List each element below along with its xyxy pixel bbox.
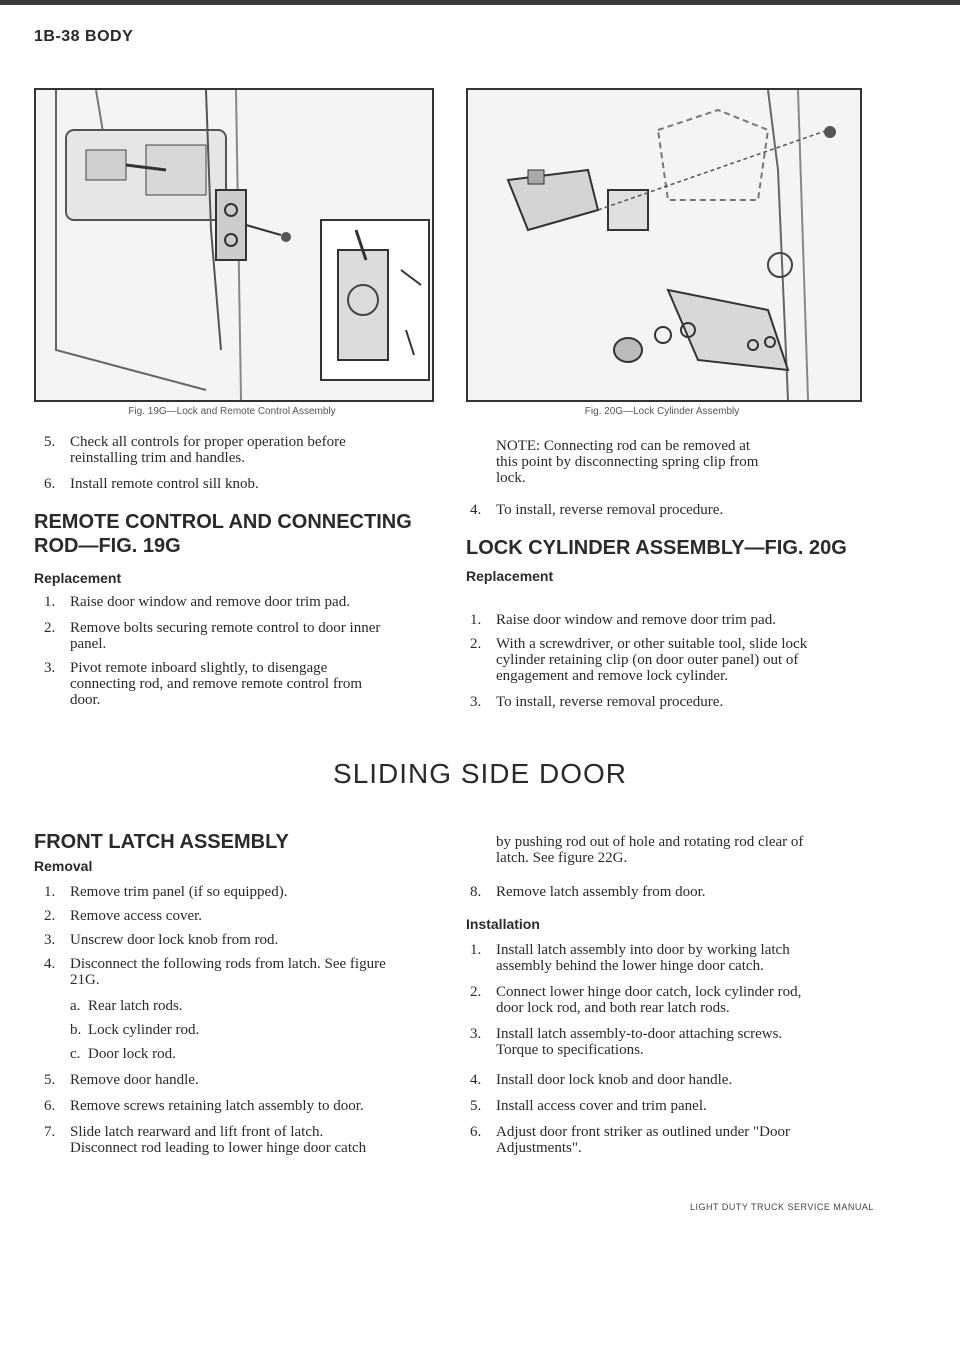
step-text: Adjustments". (496, 1140, 582, 1156)
step-text: 21G. (70, 972, 100, 988)
heading-line: REMOTE CONTROL AND CONNECTING (34, 511, 412, 533)
note-text: lock. (496, 470, 526, 486)
subheading: Replacement (466, 568, 554, 584)
step-text: panel. (70, 636, 107, 652)
step-number: 1. (470, 612, 482, 628)
step-text: Install latch assembly into door by working latch (496, 942, 790, 958)
lock-cylinder-illustration (468, 90, 860, 400)
step-text: connecting rod, and remove remote control from (70, 676, 362, 692)
section-heading: LOCK CYLINDER ASSEMBLY—FIG. 20G (466, 537, 847, 559)
step-number: 5. (44, 434, 56, 450)
step-text: To install, reverse removal procedure. (496, 502, 724, 518)
step-number: 2. (44, 908, 56, 924)
figure-19g (34, 88, 434, 402)
step-text: Remove access cover. (70, 908, 203, 924)
section-title: SLIDING SIDE DOOR (333, 758, 627, 789)
subheading: Removal (34, 858, 93, 874)
section-heading (34, 510, 412, 558)
step-text: reinstalling trim and handles. (70, 450, 245, 466)
step-number: 6. (44, 476, 56, 492)
step-number: 3. (470, 694, 482, 710)
step-number: 3. (44, 932, 56, 948)
step-number: 6. (44, 1098, 56, 1114)
step-number: 4. (470, 502, 482, 518)
continued-text (496, 834, 862, 866)
heading-line: ROD—FIG. 19G (34, 535, 181, 557)
step-text: Unscrew door lock knob from rod. (70, 932, 279, 948)
step-text: door. (70, 692, 101, 708)
section-heading: FRONT LATCH ASSEMBLY (34, 831, 289, 853)
step-number: 1. (470, 942, 482, 958)
step-text: Disconnect the following rods from latch. See figure (70, 956, 386, 972)
step-number: 3. (470, 1026, 482, 1042)
step-text: Raise door window and remove door trim pad. (496, 612, 776, 628)
subheading: Installation (466, 916, 540, 932)
step-number: 7. (44, 1124, 56, 1140)
step-text: Slide latch rearward and lift front of latch. (70, 1124, 324, 1140)
figure-20g (466, 88, 862, 402)
step-number: 1. (44, 594, 56, 610)
step-text: Disconnect rod leading to lower hinge door catch (70, 1140, 367, 1156)
step-text: Install door lock knob and door handle. (496, 1072, 733, 1088)
step-text: Remove screws retaining latch assembly to door. (70, 1098, 364, 1114)
step-text: To install, reverse removal procedure. (496, 694, 724, 710)
page-footer: LIGHT DUTY TRUCK SERVICE MANUAL (690, 1202, 874, 1212)
step-text: With a screwdriver, or other suitable tool, slide lock (496, 636, 808, 652)
step-text: Door lock rod. (88, 1046, 176, 1062)
step-number: 2. (470, 984, 482, 1000)
step-text: door lock rod, and both rear latch rods. (496, 1000, 730, 1016)
step-text: Remove latch assembly from door. (496, 884, 706, 900)
top-rule (0, 0, 960, 5)
step-text: Torque to specifications. (496, 1042, 644, 1058)
step-text: Remove trim panel (if so equipped). (70, 884, 288, 900)
page-header: 1B-38 BODY (34, 28, 134, 45)
continued-line: by pushing rod out of hole and rotating rod clear of (496, 834, 804, 850)
step-text: Remove door handle. (70, 1072, 199, 1088)
note-block (496, 438, 856, 486)
step-text: cylinder retaining clip (on door outer panel) out of (496, 652, 799, 668)
step-text: Pivot remote inboard slightly, to disengage (70, 660, 328, 676)
continued-line: latch. See figure 22G. (496, 850, 628, 866)
step-text: Install latch assembly-to-door attaching screws. (496, 1026, 783, 1042)
figure-20g-caption: Fig. 20G—Lock Cylinder Assembly (584, 406, 740, 417)
subheading: Replacement (34, 570, 122, 586)
step-text: Lock cylinder rod. (88, 1022, 200, 1038)
step-number: 8. (470, 884, 482, 900)
step-number: 4. (44, 956, 56, 972)
step-text: Check all controls for proper operation before (70, 434, 346, 450)
lock-remote-control-illustration (36, 90, 432, 400)
step-number: 2. (470, 636, 482, 652)
step-text: Adjust door front striker as outlined under "Door (496, 1124, 790, 1140)
step-number: 2. (44, 620, 56, 636)
step-number: 6. (470, 1124, 482, 1140)
step-text: Rear latch rods. (88, 998, 183, 1014)
note-text: this point by disconnecting spring clip from (496, 454, 759, 470)
step-number: 1. (44, 884, 56, 900)
step-text: assembly behind the lower hinge door catch. (496, 958, 764, 974)
step-text: Install access cover and trim panel. (496, 1098, 707, 1114)
step-text: Install remote control sill knob. (70, 476, 259, 492)
note-text: NOTE: Connecting rod can be removed at (496, 438, 751, 454)
step-number: 3. (44, 660, 56, 676)
step-number: c. (70, 1046, 81, 1062)
step-text: engagement and remove lock cylinder. (496, 668, 728, 684)
step-text: Remove bolts securing remote control to door inner (70, 620, 381, 636)
step-number: b. (70, 1022, 82, 1038)
step-text: Connect lower hinge door catch, lock cylinder rod, (496, 984, 802, 1000)
step-number: 5. (470, 1098, 482, 1114)
figure-19g-caption: Fig. 19G—Lock and Remote Control Assembly (128, 406, 336, 417)
step-number: 5. (44, 1072, 56, 1088)
step-number: 4. (470, 1072, 482, 1088)
step-text: Raise door window and remove door trim pad. (70, 594, 350, 610)
step-number: a. (70, 998, 81, 1014)
